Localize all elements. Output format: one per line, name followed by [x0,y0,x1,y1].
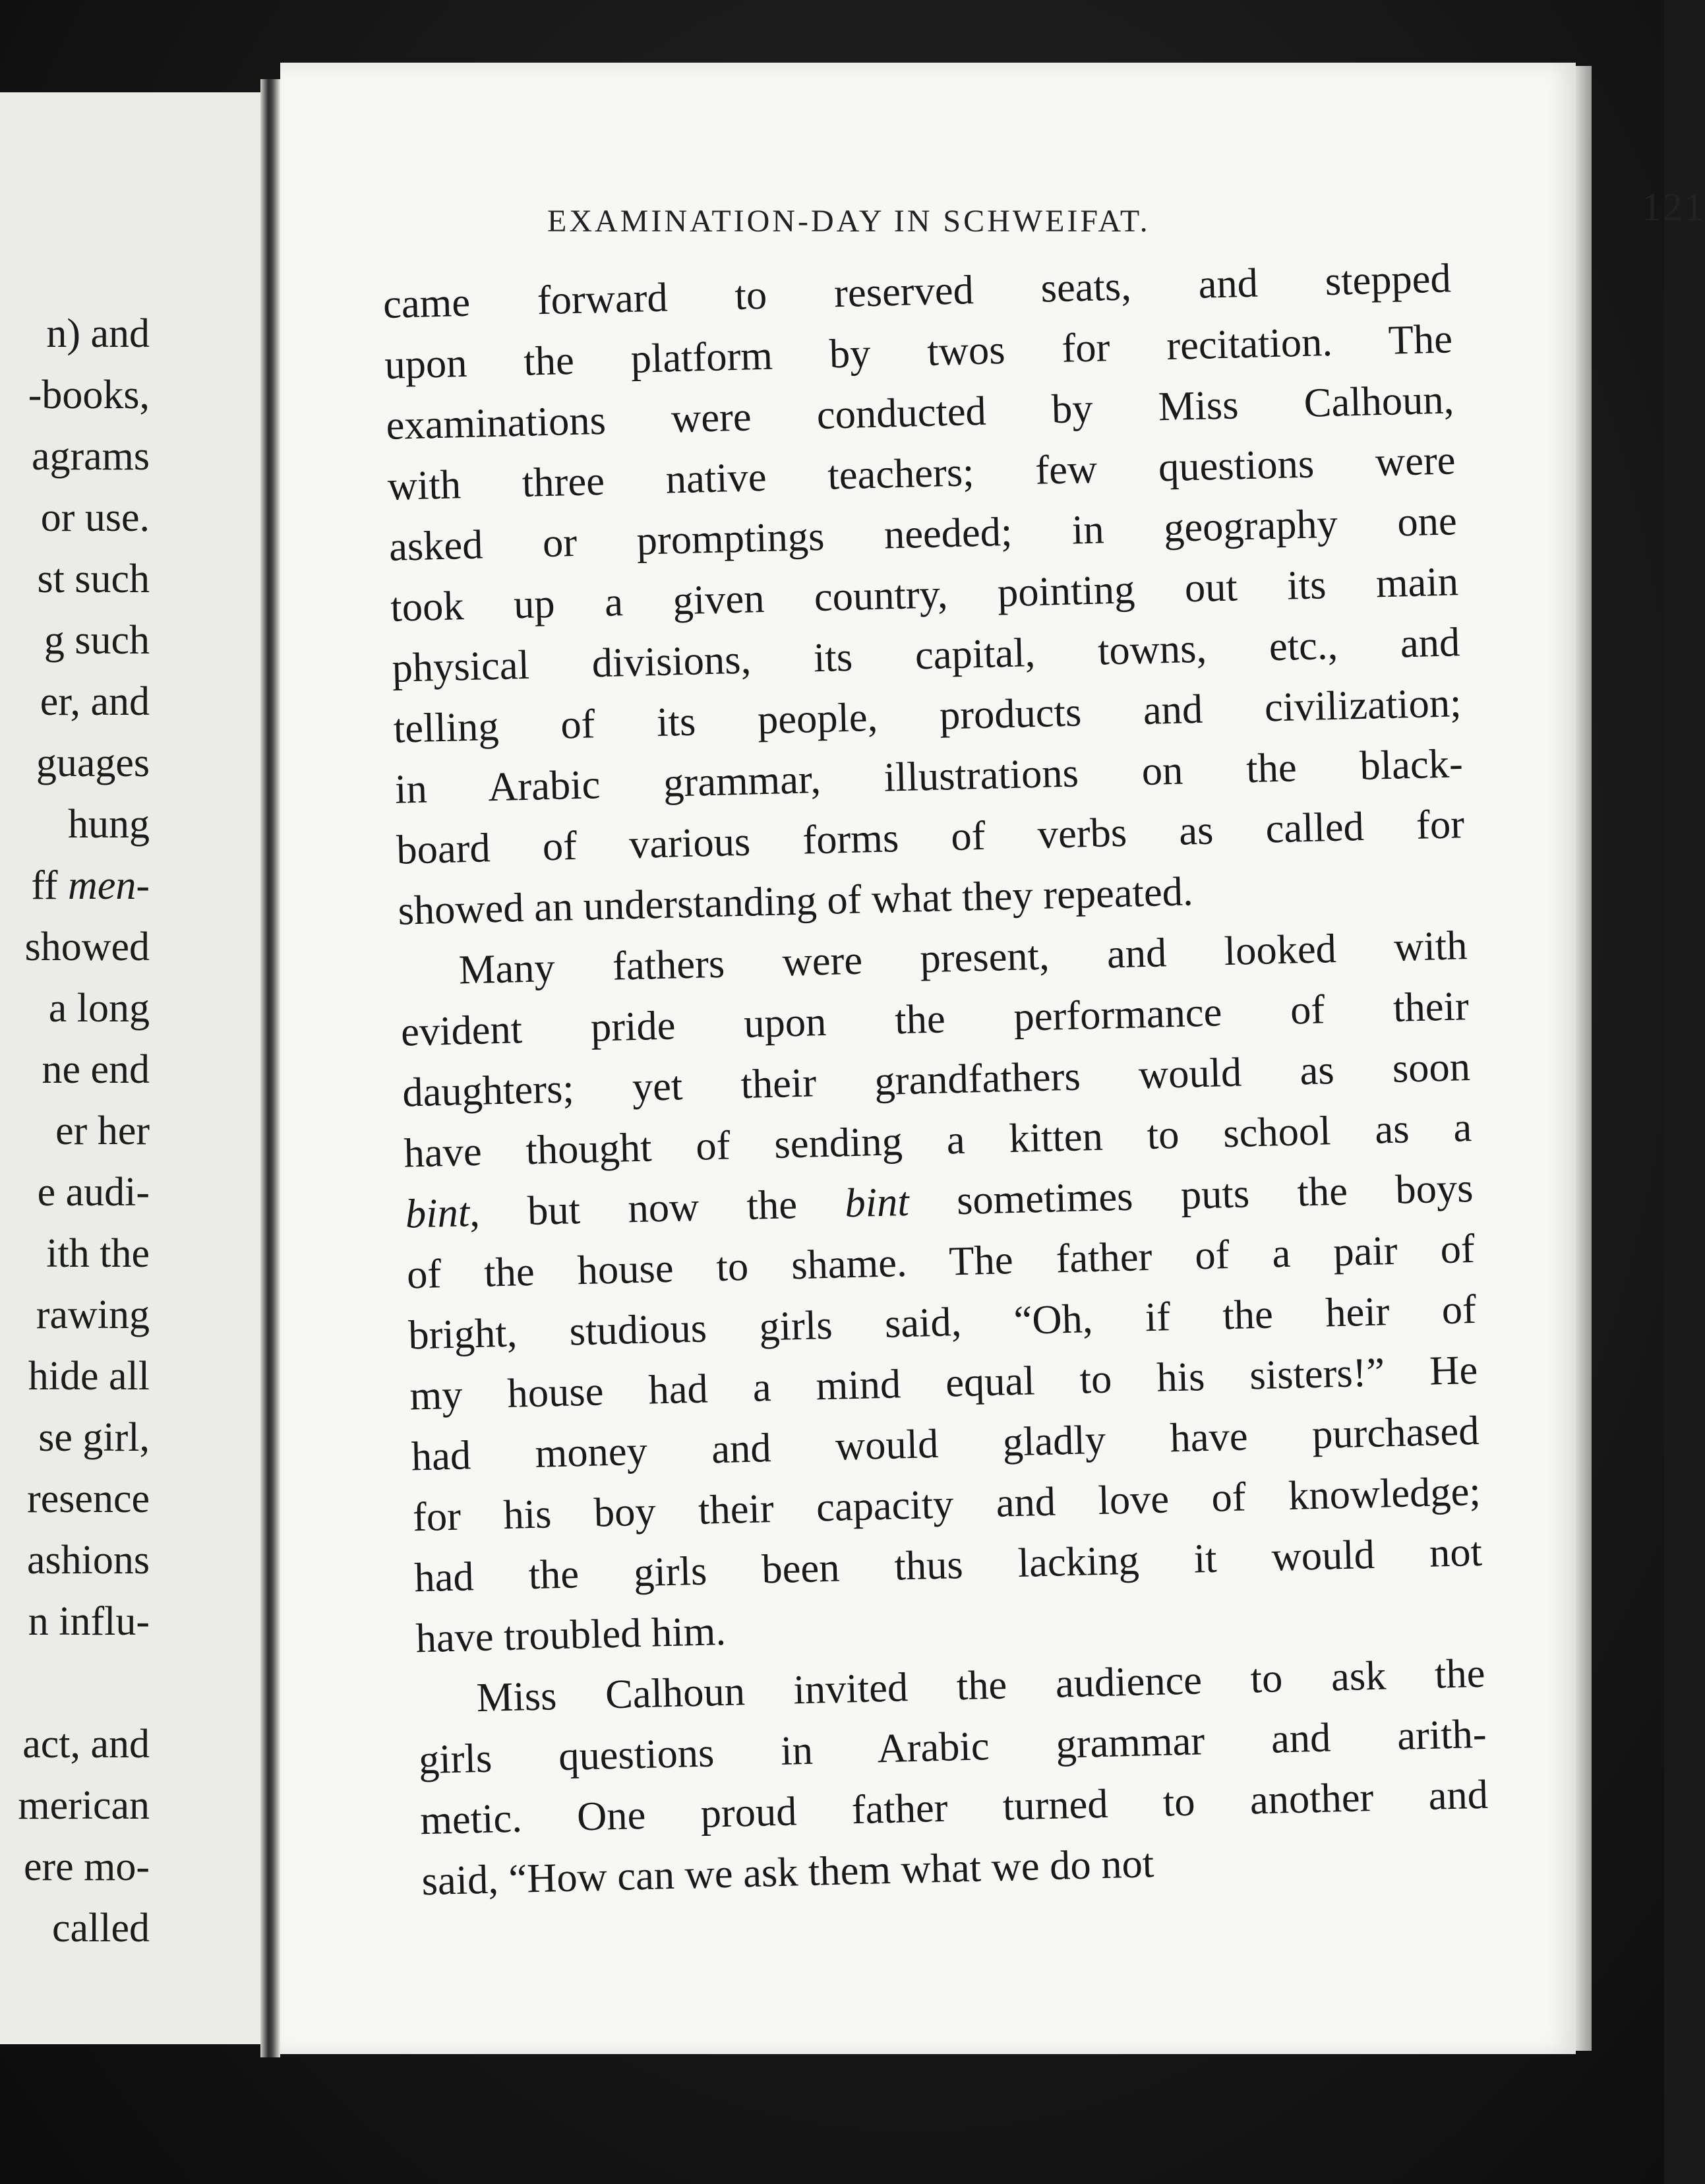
text-line: have troubled him. [415,1607,727,1662]
previous-page-line: ith the [46,1231,150,1276]
previous-page-line: or use. [40,495,150,540]
previous-page-line: act, and [22,1722,150,1767]
page-edge-shadow [1576,66,1592,2051]
previous-page-line: rawing [36,1292,150,1337]
previous-page-line: n influ- [28,1599,150,1644]
text-line: bint, but now the bint sometimes puts the boys [404,1165,1474,1237]
text-line: daughters; yet their grandfathers would as soon [402,1043,1471,1116]
previous-page-line: hide all [28,1354,150,1399]
previous-page-line: n) and [46,311,150,356]
book-gutter [260,79,280,2057]
text-line: Many fathers were present, and looked with [458,922,1468,993]
text-line: telling of its people, products and civilization; [393,679,1462,752]
previous-page-line: er her [55,1108,150,1153]
previous-page-line: st such [37,557,150,601]
text-line: board of various forms of verbs as called for [396,801,1465,873]
previous-page-line: agrams [31,434,150,479]
previous-page-line: e audi- [37,1170,150,1215]
previous-page-line: ere mo- [23,1844,150,1889]
text-line: had the girls been thus lacking it would not [413,1528,1483,1601]
text-line: girls questions in Arabic grammar and arith- [418,1710,1487,1783]
previous-page-line: merican [18,1783,150,1828]
page-number: 121 [1642,185,1705,229]
text-line: my house had a mind equal to his sisters!” He [409,1346,1478,1419]
previous-page-line: called [51,1906,150,1951]
text-line: have thought of sending a kitten to school as a [403,1104,1472,1176]
text-line: for his boy their capacity and love of knowledge; [412,1467,1481,1540]
text-line: of the house to shame. The father of a pair of [406,1225,1476,1298]
previous-page-line: hung [68,802,150,847]
previous-page-line: g such [44,618,150,663]
text-line: upon the platform by twos for recitation. The [384,315,1453,388]
text-line: came forward to reserved seats, and stepped [382,255,1452,327]
previous-page-line: guages [36,741,150,785]
previous-page-line: ashions [27,1538,150,1583]
previous-page-line: ff men- [31,863,150,908]
previous-page-line: resence [27,1476,150,1521]
previous-page-line: se girl, [38,1415,150,1460]
previous-page-line: -books, [28,373,150,417]
text-line: said, “How can we ask them what we do not [421,1840,1154,1904]
previous-page-edge [0,92,260,2044]
page-121 [280,63,1705,2054]
text-line: evident pride upon the performance of their [400,983,1470,1055]
text-line: Miss Calhoun invited the audience to ask the [475,1649,1486,1721]
previous-page-line: showed [24,925,150,969]
text-line: examinations were conducted by Miss Calhoun, [385,376,1454,448]
previous-page-text [18,303,150,1959]
body-text [382,247,1490,1911]
running-head-title: EXAMINATION-DAY IN SCHWEIFAT. [547,204,1151,239]
text-line: took up a given country, pointing out its main [390,558,1459,630]
previous-page-line [18,1653,150,1714]
text-line: showed an understanding of what they repeated. [397,868,1194,934]
previous-page-line: er, and [40,679,150,724]
text-line: with three native teachers; few questions were [387,437,1456,509]
text-line: had money and would gladly have purchased [410,1407,1480,1480]
text-line: bright, studious girls said, “Oh, if the heir of [407,1285,1477,1358]
text-line: metic. One proud father turned to another and [419,1771,1489,1844]
text-line: physical divisions, its capital, towns, etc., and [391,619,1460,691]
previous-page-line: a long [48,986,150,1031]
text-line: asked or promptings needed; in geography one [388,497,1458,570]
previous-page-line: ne end [42,1047,150,1092]
text-line: in Arabic grammar, illustrations on the black- [394,740,1464,812]
